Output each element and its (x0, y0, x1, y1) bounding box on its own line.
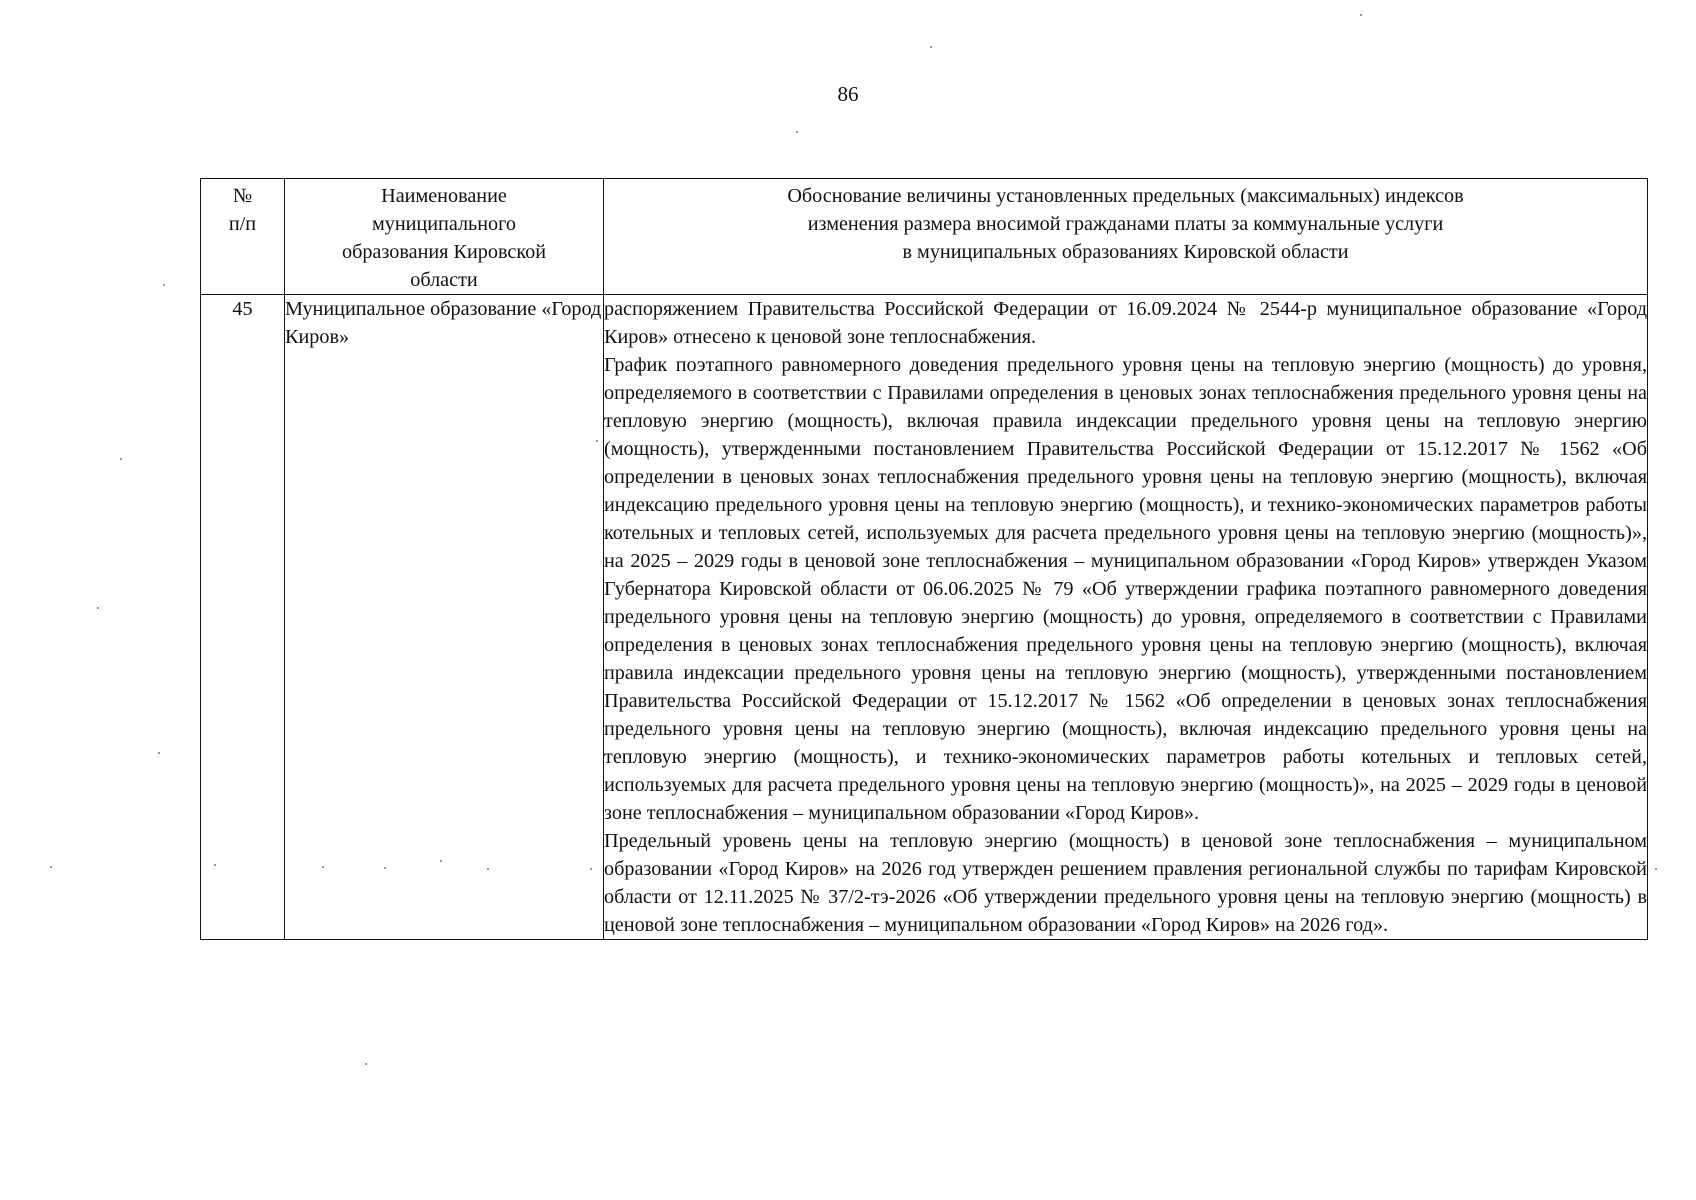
justification-paragraph: Предельный уровень цены на тепловую энергию (мощность) в ценовой зоне теплоснабжения – муниципальном образовании «Город Киров» на 2026 год утвержден решением правления региональной службы по тарифам Кировской области от 12.11.2025 № 37/2-тэ-2026 «Об утверждении предельного уровня цены на тепловую энергию (мощность) в ценовой зоне теплоснабжения – муниципальном образовании «Город Киров» на 2026 год». (604, 830, 1647, 936)
row-municipality-name: Муниципальное образование «Город Киров» (285, 295, 604, 940)
header-name-line: области (410, 269, 478, 291)
scan-speck (322, 866, 324, 868)
scan-speck (120, 458, 122, 460)
scan-speck (97, 607, 99, 609)
header-number-line: п/п (228, 213, 257, 235)
scan-speck (1655, 868, 1657, 870)
scan-speck (214, 864, 216, 866)
header-number (201, 179, 285, 295)
header-justification-line: изменения размера вносимой гражданами платы за коммунальные услуги (807, 213, 1444, 235)
header-name-line: муниципального (371, 213, 517, 235)
header-justification-line: в муниципальных образованиях Кировской области (902, 241, 1349, 263)
header-name-line: Наименование (381, 185, 507, 207)
scan-speck (487, 868, 489, 870)
header-name-line: образования Кировской (341, 241, 547, 263)
scan-speck (440, 860, 442, 862)
scan-speck (163, 284, 165, 286)
table-row (201, 295, 1648, 940)
scan-speck (365, 1063, 367, 1065)
justification-paragraph: График поэтапного равномерного доведения предельного уровня цены на тепловую энергию (мощность) до уровня, определяемого в соответствии с Правилами определения в ценовых зонах теплоснабжения предельного уровня цены на тепловую энергию (мощность), включая правила индексации предельного уровня цены на тепловую энергию (мощность), утвержденными постановлением Правительства Российской Федерации от 15.12.2017 № 1562 «Об определении в ценовых зонах теплоснабжения предельного уровня цены на тепловую энергию (мощность), включая индексацию предельного уровня цены на тепловую энергию (мощность), и технико-экономических параметров работы котельных и тепловых сетей, используемых для расчета предельного уровня цены на тепловую энергию (мощность)», на 2025 – 2029 годы в ценовой зоне теплоснабжения – муниципальном образовании «Город Киров» утвержден Указом Губернатора Кировской области от 06.06.2025 № 79 «Об утверждении графика поэтапного равномерного доведения предельного уровня цены на тепловую энергию (мощность) до уровня, определяемого в соответствии с Правилами определения в ценовых зонах теплоснабжения предельного уровня цены на тепловую энергию (мощность), включая правила индексации предельного уровня цены на тепловую энергию (мощность), утвержденными постановлением Правительства Российской Федерации от 15.12.2017 № 1562 «Об определении в ценовых зонах теплоснабжения предельного уровня цены на тепловую энергию (мощность), включая индексацию предельного уровня цены на тепловую энергию (мощность), и технико-экономических параметров работы котельных и тепловых сетей, используемых для расчета предельного уровня цены на тепловую энергию (мощность)», на 2025 – 2029 годы в ценовой зоне теплоснабжения – муниципальном образовании «Город Киров». (604, 354, 1647, 824)
scan-speck (158, 752, 160, 754)
justification-paragraph: распоряжением Правительства Российской Федерации от 16.09.2024 № 2544-р муниципальное образование «Город Киров» отнесено к ценовой зоне теплоснабжения. (604, 298, 1647, 348)
row-justification (604, 295, 1648, 940)
header-justification-line: Обоснование величины установленных предельных (максимальных) индексов (787, 185, 1464, 207)
scan-speck (50, 866, 52, 868)
page-number: 86 (837, 82, 859, 106)
scan-speck (590, 868, 592, 870)
row-number: 45 (201, 295, 285, 940)
indices-justification-table (200, 178, 1648, 940)
scan-speck (596, 440, 598, 442)
scan-speck (796, 131, 798, 133)
scan-speck (930, 46, 932, 48)
header-number-line: № (232, 185, 253, 207)
header-justification (604, 179, 1648, 295)
table-header-row (201, 179, 1648, 295)
scan-speck (1360, 14, 1362, 16)
scan-speck (384, 867, 386, 869)
header-municipality-name (285, 179, 604, 295)
